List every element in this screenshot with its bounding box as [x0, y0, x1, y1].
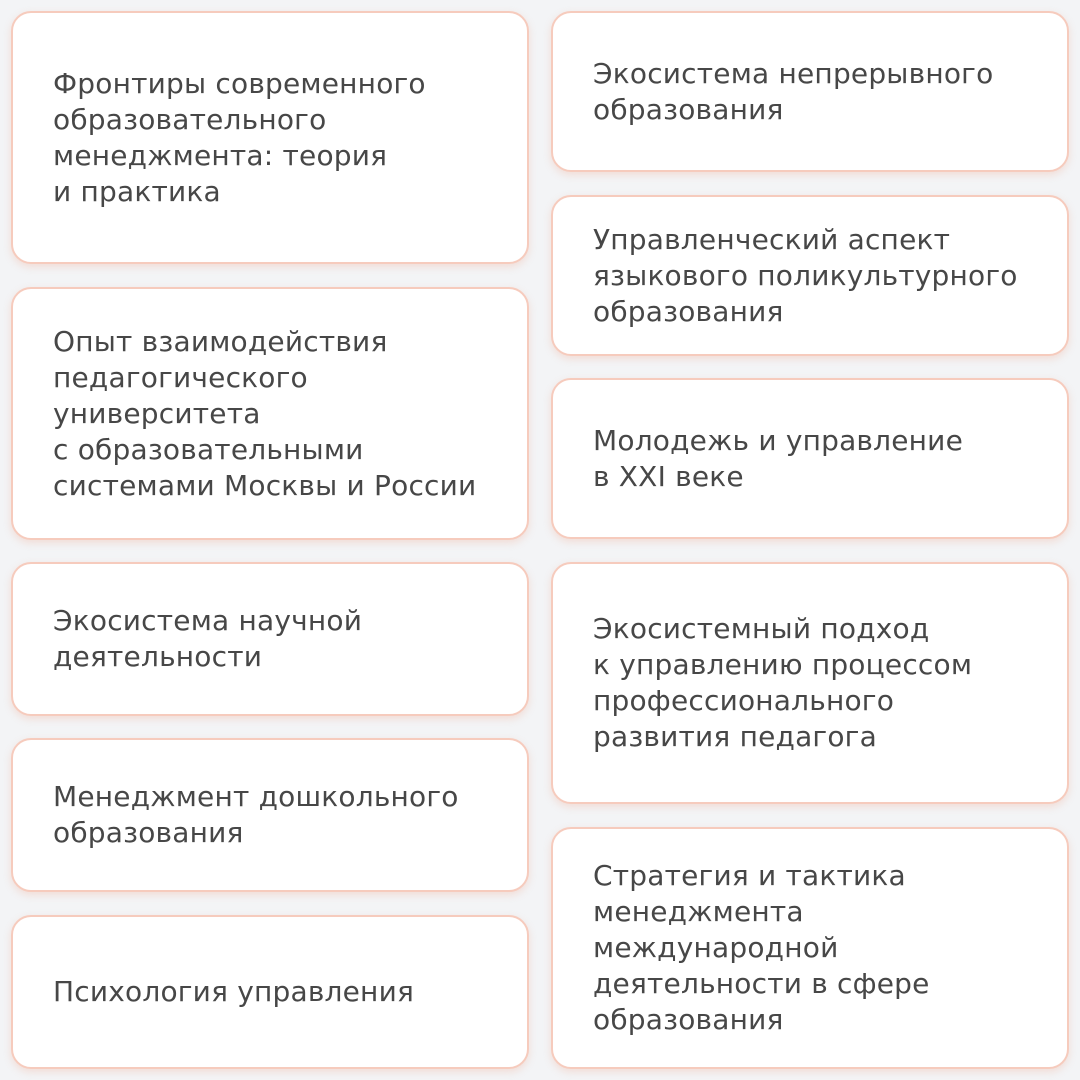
- topic-card-label: Психология управления: [53, 975, 415, 1008]
- topic-card: [551, 562, 1069, 804]
- topic-card: [11, 11, 529, 264]
- topic-card-label: Экосистема непрерывного образования: [593, 56, 994, 126]
- topic-card: [551, 827, 1069, 1069]
- topic-card-label: Фронтиры современного образовательного менеджмента: теория и практика: [53, 66, 426, 208]
- topic-card-label: Управленческий аспект языкового поликультурного образования: [593, 222, 1018, 328]
- topic-card-label: Молодежь и управление в XXI веке: [593, 423, 963, 493]
- topic-card: [551, 378, 1069, 539]
- topic-card: [551, 11, 1069, 172]
- topic-card: [11, 562, 529, 716]
- topic-card: [11, 287, 529, 540]
- topic-card-label: Экосистемный подход к управлению процессом профессионального развития педагога: [593, 612, 973, 753]
- topic-card: [11, 915, 529, 1069]
- topic-card-label: Стратегия и тактика менеджмента международной деятельности в сфере образования: [593, 859, 930, 1036]
- topic-card-label: Менеджмент дошкольного образования: [53, 780, 459, 849]
- topic-card: [551, 195, 1069, 356]
- topic-card: [11, 738, 529, 892]
- topic-card-label: Экосистема научной деятельности: [53, 604, 363, 673]
- topic-card-label: Опыт взаимодействия педагогического университета с образовательными системами Москвы и России: [53, 324, 477, 502]
